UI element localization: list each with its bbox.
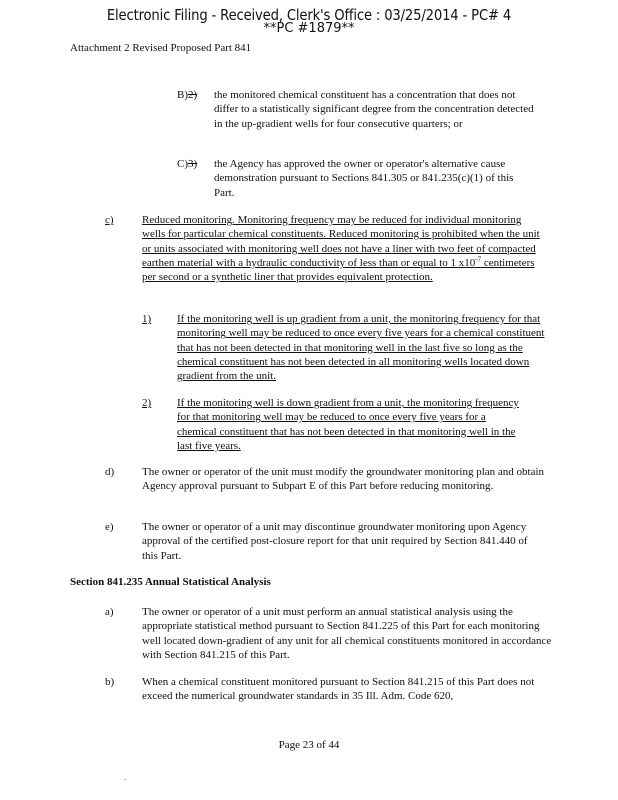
section-b-text: When a chemical constituent monitored pursuant to Section 841.215 of this Part does not exceed the numerical groundwater standards in 35 Ill. Adm. Code 620, [142, 676, 535, 703]
subsection-c2-text: If the monitoring well is down gradient from a unit, the monitoring frequency for that monitoring well may be reduced to once every five years for a chemical constituent that has not been detected in that monitoring well in the last five years. [177, 397, 519, 452]
subsection-c1-label: 1) [142, 313, 152, 325]
section-a-label: a) [105, 606, 114, 618]
subsection-c-text: Reduced monitoring. Monitoring frequency may be reduced for individual monitoring wells for particular chemical constituents. Reduced monitoring is prohibited when the unit or units associated with monitoring well does not have a liner with two feet of compacted earthen material with a hydraulic conductivity of less than or equal to 1 $x10^{-7}$ centimeters per second or a synthetic liner that provides equivalent protection. [142, 214, 540, 284]
subsection-c2-label: 2) [142, 397, 152, 409]
subsection-e-text: The owner or operator of a unit may discontinue groundwater monitoring upon Agency approval of the certified post-closure report for that unit required by Section 841.440 of this Part. [142, 521, 528, 562]
section-a-text: The owner or operator of a unit must perform an annual statistical analysis using the appropriate statistical method pursuant to Section 841.225 of this Part for each monitoring well located down-gradient of any unit for all chemical constituents monitored in accordance with Section 841.215 of this Part. [142, 606, 552, 661]
subsection-c-label: c) [105, 214, 114, 226]
attachment-title: Attachment 2 Revised Proposed Part 841 [70, 42, 252, 54]
pc-number: **PC #1879** [263, 21, 355, 36]
subsection-d-label: d) [105, 466, 115, 478]
subsection-e-label: e) [105, 521, 114, 533]
subsection-c1-text: If the monitoring well is up gradient from a unit, the monitoring frequency for that monitoring well may be reduced to once every five years for a chemical constituent that has not been detected in that monitoring well in the last five so long as the chemical constituent has not been detected in all monitoring wells located down gradient from the unit. [177, 313, 545, 383]
section-heading: Section 841.235 Annual Statistical Analysis [70, 576, 271, 588]
section-b-label: b) [105, 676, 115, 688]
item-b-label: B)2) [177, 89, 198, 101]
item-c-sub-label: C)3) [177, 158, 198, 170]
item-b-text: the monitored chemical constituent has a concentration that does not differ to a statistically significant degree from the concentration detected in the up-gradient wells for four consecutive quarters; or [214, 89, 534, 130]
electronic-filing-stamp: Electronic Filing - Received, Clerk's Office : 03/25/2014 - PC# 4 [106, 6, 512, 24]
scan-mark: . [124, 772, 127, 782]
item-c-sub-text: the Agency has approved the owner or operator's alternative cause demonstration pursuant to Sections 841.305 or 841.235(c)(1) of this Part. [214, 158, 514, 199]
page-number: Page 23 of 44 [278, 739, 340, 751]
subsection-d-text: The owner or operator of the unit must modify the groundwater monitoring plan and obtain Agency approval pursuant to Subpart E of this Part before reducing monitoring. [142, 466, 545, 493]
